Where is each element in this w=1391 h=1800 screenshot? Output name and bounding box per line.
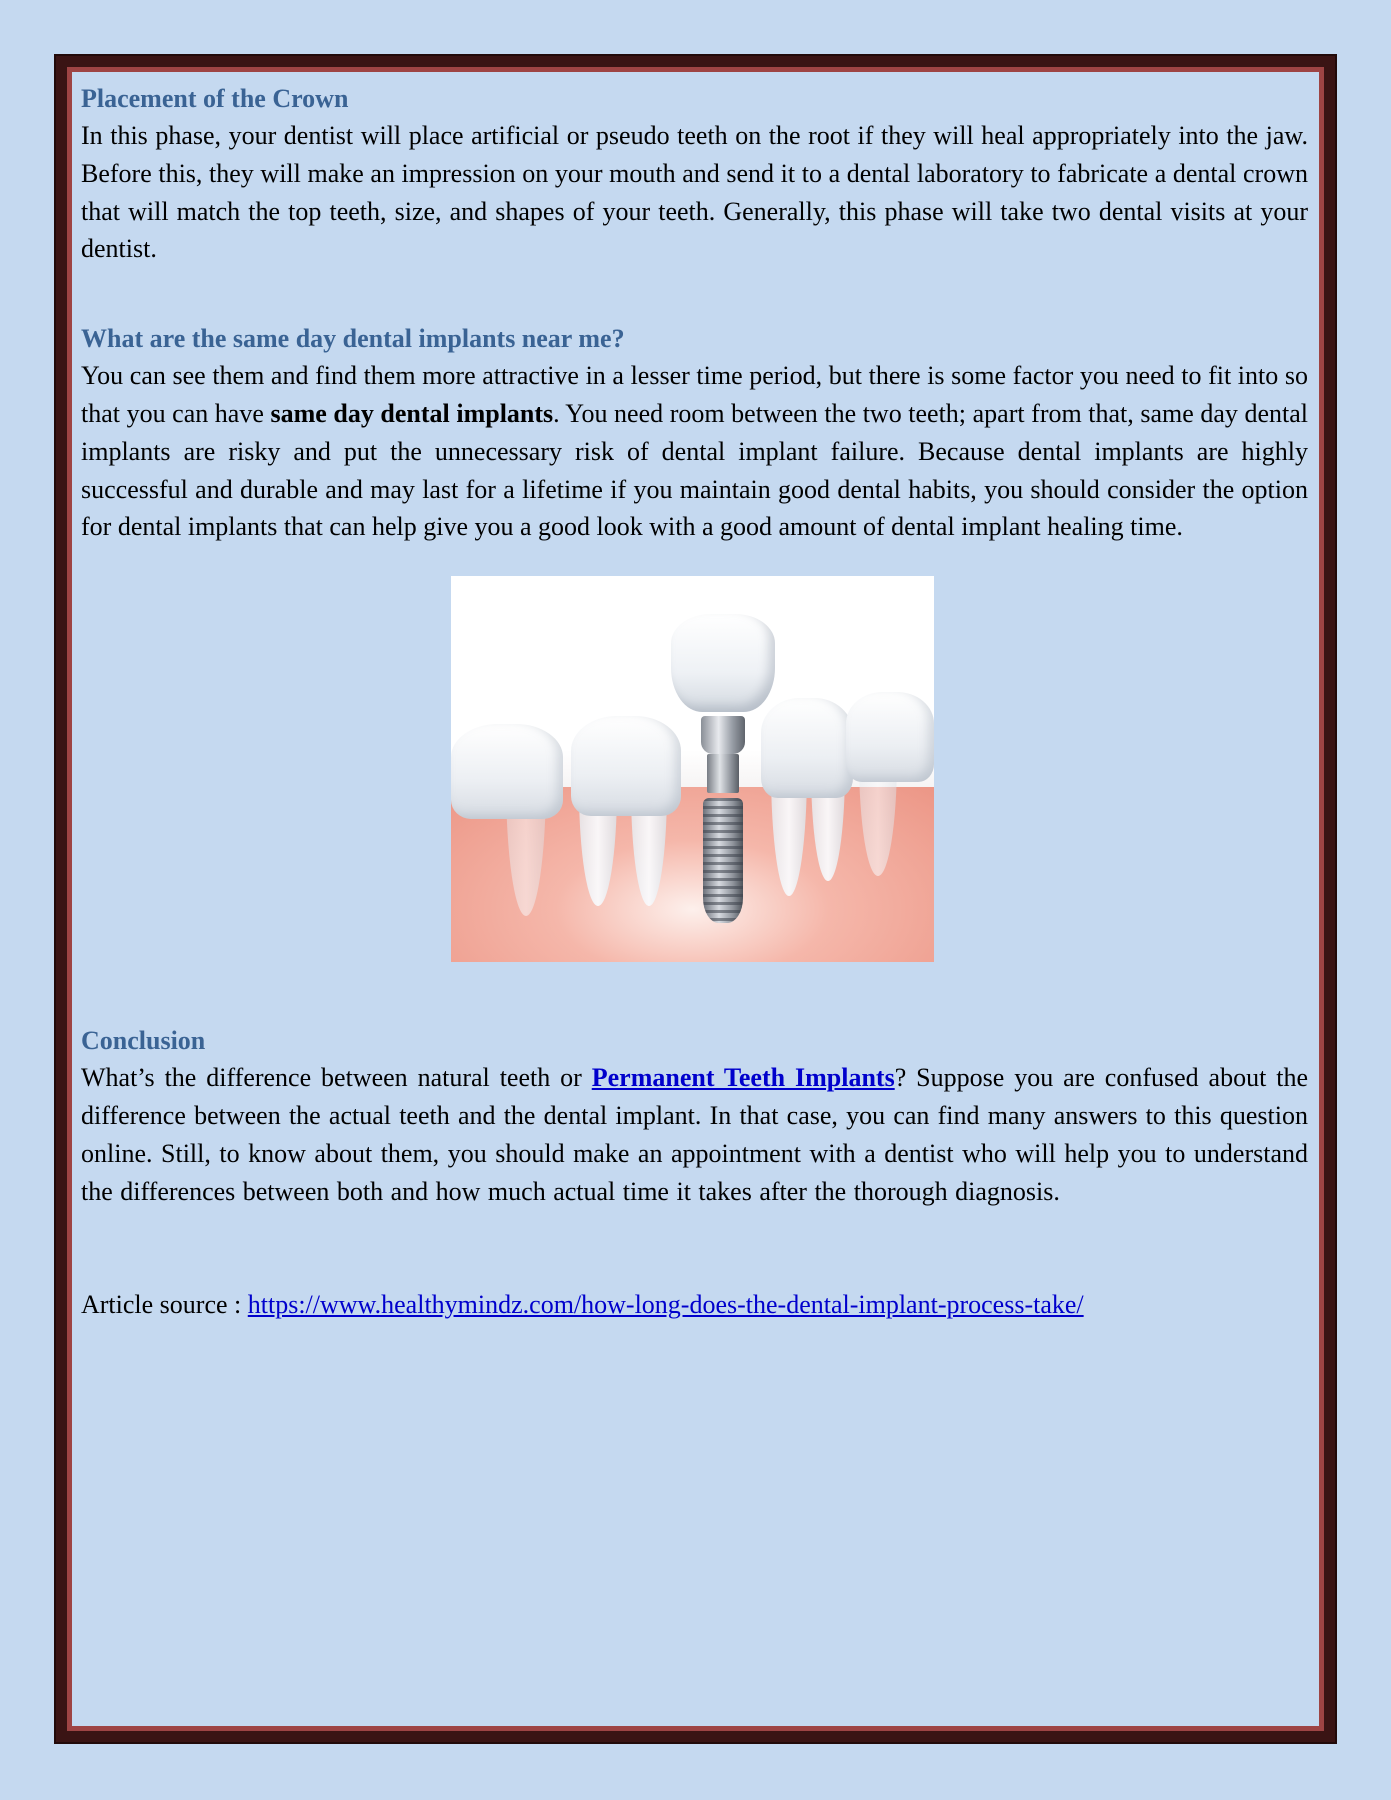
paragraph-conclusion <box>81 1059 1308 1210</box>
implant-screw <box>703 798 743 923</box>
paragraph-placement-of-crown: In this phase, your dentist will place artificial or pseudo teeth on the root if they will heal appropriately into the jaw. Before this, they will make an impression on your mouth and send it to a dental laboratory to fabricate a dental crown that will match the top teeth, size, and shapes of your teeth. Generally, this phase will take two dental visits at your dentist. <box>81 121 1308 264</box>
section-spacer <box>81 962 1308 1022</box>
heading-placement-of-crown: Placement of the Crown <box>81 84 349 113</box>
paragraph-text: What’s the difference between natural teeth or <box>81 1063 592 1093</box>
section-spacer <box>81 1210 1308 1286</box>
section-spacer <box>81 268 1308 320</box>
implant-abutment-post <box>707 754 739 793</box>
implant-abutment <box>701 716 745 754</box>
permanent-teeth-implants-link[interactable]: Permanent Teeth Implants <box>591 1063 895 1093</box>
paragraph-text: ? Suppose you are confused about the difference between the actual teeth and the dental implant. In that case, you can find many answers to this question online. Still, to know about them, you should make an appointment with a dentist who will help you to understand the differences between both and how much actual time it takes after the thorough diagnosis. <box>81 1063 1309 1206</box>
article-source-line <box>81 1286 1308 1324</box>
dental-implant-image <box>451 576 934 962</box>
heading-conclusion: Conclusion <box>81 1026 206 1056</box>
paragraph-text: You can see them and find them more attractive in a lesser time period, but there is some factor you need to fit into so that you can have <box>81 361 1308 428</box>
implant-crown <box>671 614 775 712</box>
article-source-link[interactable]: https://www.healthymindz.com/how-long-does-the-dental-implant-process-take/ <box>247 1290 1084 1320</box>
heading-same-day-implants: What are the same day dental implants near me? <box>81 324 625 354</box>
paragraph-same-day-implants <box>81 357 1308 546</box>
natural-tooth <box>451 724 563 819</box>
paragraph-text: . You need room between the two teeth; apart from that, same day dental implants are risky and put the unnecessary risk of dental implant failure. Because dental implants are highly successful and durable and may last for a lifetime if you maintain good dental habits, you should consider the option for dental implants that can help give you a good look with a good amount of dental implant healing time. <box>81 398 1308 542</box>
document-content <box>81 80 1308 1324</box>
bold-keyword: same day dental implants <box>270 398 554 428</box>
natural-tooth <box>571 716 681 816</box>
article-source-label: Article source : <box>81 1290 248 1320</box>
natural-tooth <box>761 698 853 798</box>
figure-container <box>77 576 1308 962</box>
natural-tooth <box>846 692 934 782</box>
